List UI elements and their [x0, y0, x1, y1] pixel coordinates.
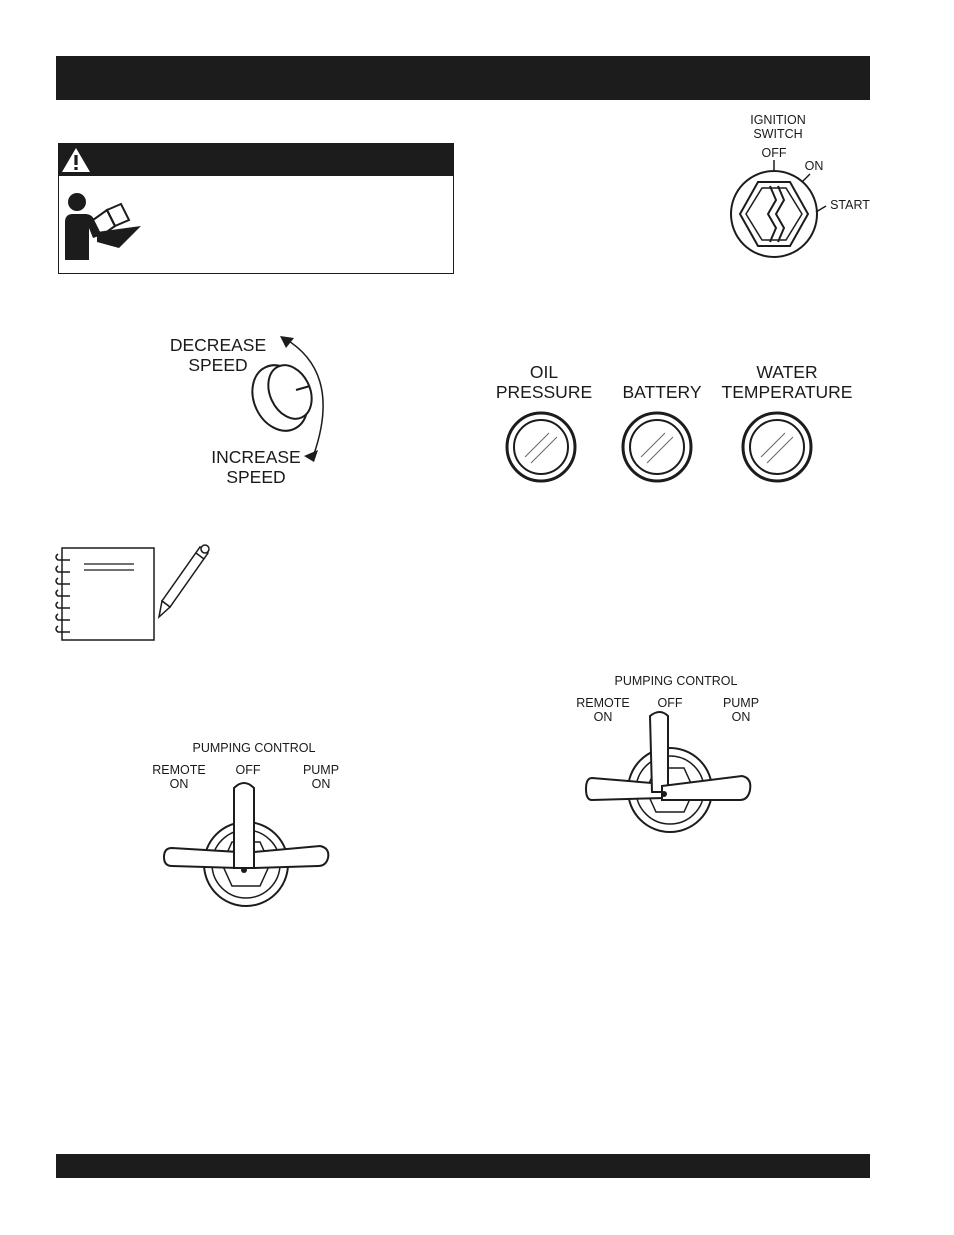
pumping-control-right-switch-icon[interactable]: [586, 710, 752, 834]
left-remote-line1: REMOTE: [152, 763, 206, 777]
notebook-icon: [54, 546, 158, 642]
oil-pressure-gauge-icon: [505, 411, 577, 483]
pencil-icon: [156, 543, 212, 619]
oil-pressure-label: [484, 362, 604, 402]
left-remote-line2: ON: [169, 777, 189, 792]
oil-line2: PRESSURE: [495, 382, 593, 403]
water-temperature-label: [712, 362, 862, 402]
left-pump-line1: PUMP: [302, 763, 340, 777]
throttle-knob-icon[interactable]: [248, 332, 338, 462]
right-remote-line2: ON: [593, 710, 613, 725]
pumping-control-right-title: PUMPING CONTROL: [614, 674, 738, 688]
water-temperature-gauge-icon: [741, 411, 813, 483]
ignition-title-line1: IGNITION: [750, 113, 806, 127]
ignition-title-line2: SWITCH: [753, 127, 803, 142]
pumping-control-right-off: OFF: [657, 696, 683, 710]
footer-bar: [56, 1154, 870, 1178]
oil-line1: OIL: [529, 362, 559, 382]
warning-triangle-icon: [61, 147, 91, 173]
decrease-line1: DECREASE: [169, 335, 267, 355]
left-pump-line2: ON: [311, 777, 331, 792]
ignition-switch-title: [740, 113, 816, 142]
pumping-control-left-title: PUMPING CONTROL: [192, 741, 316, 755]
pumping-control-left-switch-icon[interactable]: [164, 780, 330, 910]
water-line1: WATER: [756, 362, 818, 382]
right-pump-line2: ON: [731, 710, 751, 725]
right-pump-line1: PUMP: [722, 696, 760, 710]
increase-line2: SPEED: [226, 467, 286, 488]
increase-line1: INCREASE: [211, 447, 301, 467]
battery-label: BATTERY: [622, 382, 702, 402]
warning-header: [59, 144, 453, 176]
water-line2: TEMPERATURE: [721, 382, 853, 403]
decrease-line2: SPEED: [188, 355, 248, 376]
ignition-off-label: OFF: [761, 146, 787, 160]
right-remote-line1: REMOTE: [576, 696, 630, 710]
ignition-switch-icon[interactable]: [722, 160, 832, 260]
header-bar: [56, 56, 870, 100]
battery-gauge-icon: [621, 411, 693, 483]
pumping-control-left-off: OFF: [235, 763, 261, 777]
read-manual-icon: [63, 192, 143, 262]
warning-box: [58, 143, 454, 274]
ignition-on-label: ON: [804, 159, 824, 173]
ignition-start-label: START: [830, 198, 870, 212]
